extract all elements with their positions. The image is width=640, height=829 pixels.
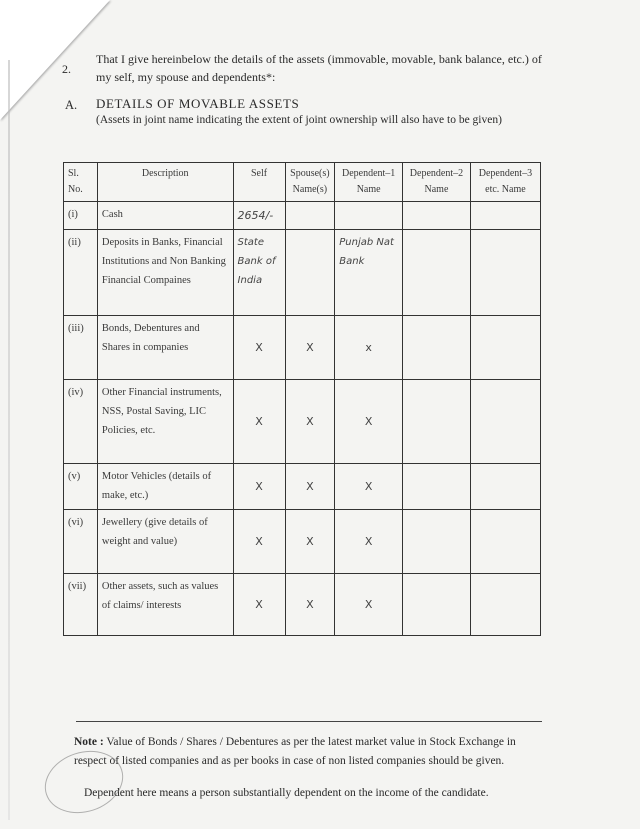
row-dep1: Punjab Nat Bank [335,230,403,316]
row-description: Deposits in Banks, Financial Institutions and Non Banking Financial Compaines [97,230,233,316]
note-divider [76,721,542,722]
row-dep1: X [335,510,403,574]
row-self: X [233,380,285,464]
row-dep1 [335,202,403,230]
row-dep1: X [335,464,403,510]
row-dep2 [403,316,471,380]
row-dep3 [470,230,540,316]
row-description: Other Financial instruments, NSS, Postal Saving, LIC Policies, etc. [97,380,233,464]
row-spouse: X [285,380,335,464]
note-text: Value of Bonds / Shares / Debentures as per the latest market value in Stock Exchange in respect of listed companies and as per books in case of non listed companies should be given. [74,736,516,767]
row-self: X [233,464,285,510]
row-spouse [285,202,335,230]
section-subtitle: (Assets in joint name indicating the extent of joint ownership will also have to be given) [96,114,502,126]
scan-edge [8,60,10,820]
section-letter: A. [65,98,78,112]
header-sl-no: Sl. No. [64,163,98,202]
row-dep3 [470,510,540,574]
row-self: X [233,574,285,636]
row-sl: (vii) [64,574,98,636]
row-description: Other assets, such as values of claims/ interests [97,574,233,636]
row-dep1: X [335,574,403,636]
row-spouse: X [285,574,335,636]
row-description: Jewellery (give details of weight and value) [97,510,233,574]
header-dependent-1: Dependent–1 Name [335,163,403,202]
table-row [64,230,541,316]
header-spouse: Spouse(s) Name(s) [285,163,335,202]
row-spouse [285,230,335,316]
row-dep3 [470,380,540,464]
row-self: X [233,510,285,574]
row-sl: (vi) [64,510,98,574]
row-spouse: X [285,316,335,380]
row-dep3 [470,316,540,380]
row-dep2 [403,380,471,464]
row-sl: (ii) [64,230,98,316]
row-sl: (iv) [64,380,98,464]
item-number: 2. [62,62,71,76]
table-row [64,316,541,380]
folded-corner [0,0,110,120]
note-block [74,733,544,771]
table-row [64,510,541,574]
table-row [64,380,541,464]
row-dep3 [470,202,540,230]
row-dep2 [403,202,471,230]
dependent-footnote: Dependent here means a person substantially dependent on the income of the candidate. [84,787,489,799]
table-row [64,464,541,510]
row-self: State Bank of India [233,230,285,316]
row-dep1: X [335,380,403,464]
row-dep2 [403,464,471,510]
table-row [64,574,541,636]
row-sl: (iii) [64,316,98,380]
movable-assets-table [63,162,541,636]
row-dep3 [470,574,540,636]
row-description: Motor Vehicles (details of make, etc.) [97,464,233,510]
row-dep2 [403,230,471,316]
row-sl: (i) [64,202,98,230]
row-spouse: X [285,464,335,510]
header-self: Self [233,163,285,202]
section-title: DETAILS OF MOVABLE ASSETS [96,96,300,111]
row-self: X [233,316,285,380]
header-dependent-2: Dependent–2 Name [403,163,471,202]
header-dependent-3: Dependent–3 etc. Name [470,163,540,202]
header-description: Description [97,163,233,202]
row-dep3 [470,464,540,510]
row-self: 2654/- [233,202,285,230]
table-row [64,202,541,230]
intro-text: That I give hereinbelow the details of the assets (immovable, movable, bank balance, etc.) of my self, my spouse and dependents*: [96,52,542,84]
row-sl: (v) [64,464,98,510]
row-dep2 [403,510,471,574]
row-description: Bonds, Debentures and Shares in companies [97,316,233,380]
row-dep2 [403,574,471,636]
table-header-row [64,163,541,202]
note-label: Note : [74,736,104,748]
row-spouse: X [285,510,335,574]
row-dep1: x [335,316,403,380]
row-description: Cash [97,202,233,230]
